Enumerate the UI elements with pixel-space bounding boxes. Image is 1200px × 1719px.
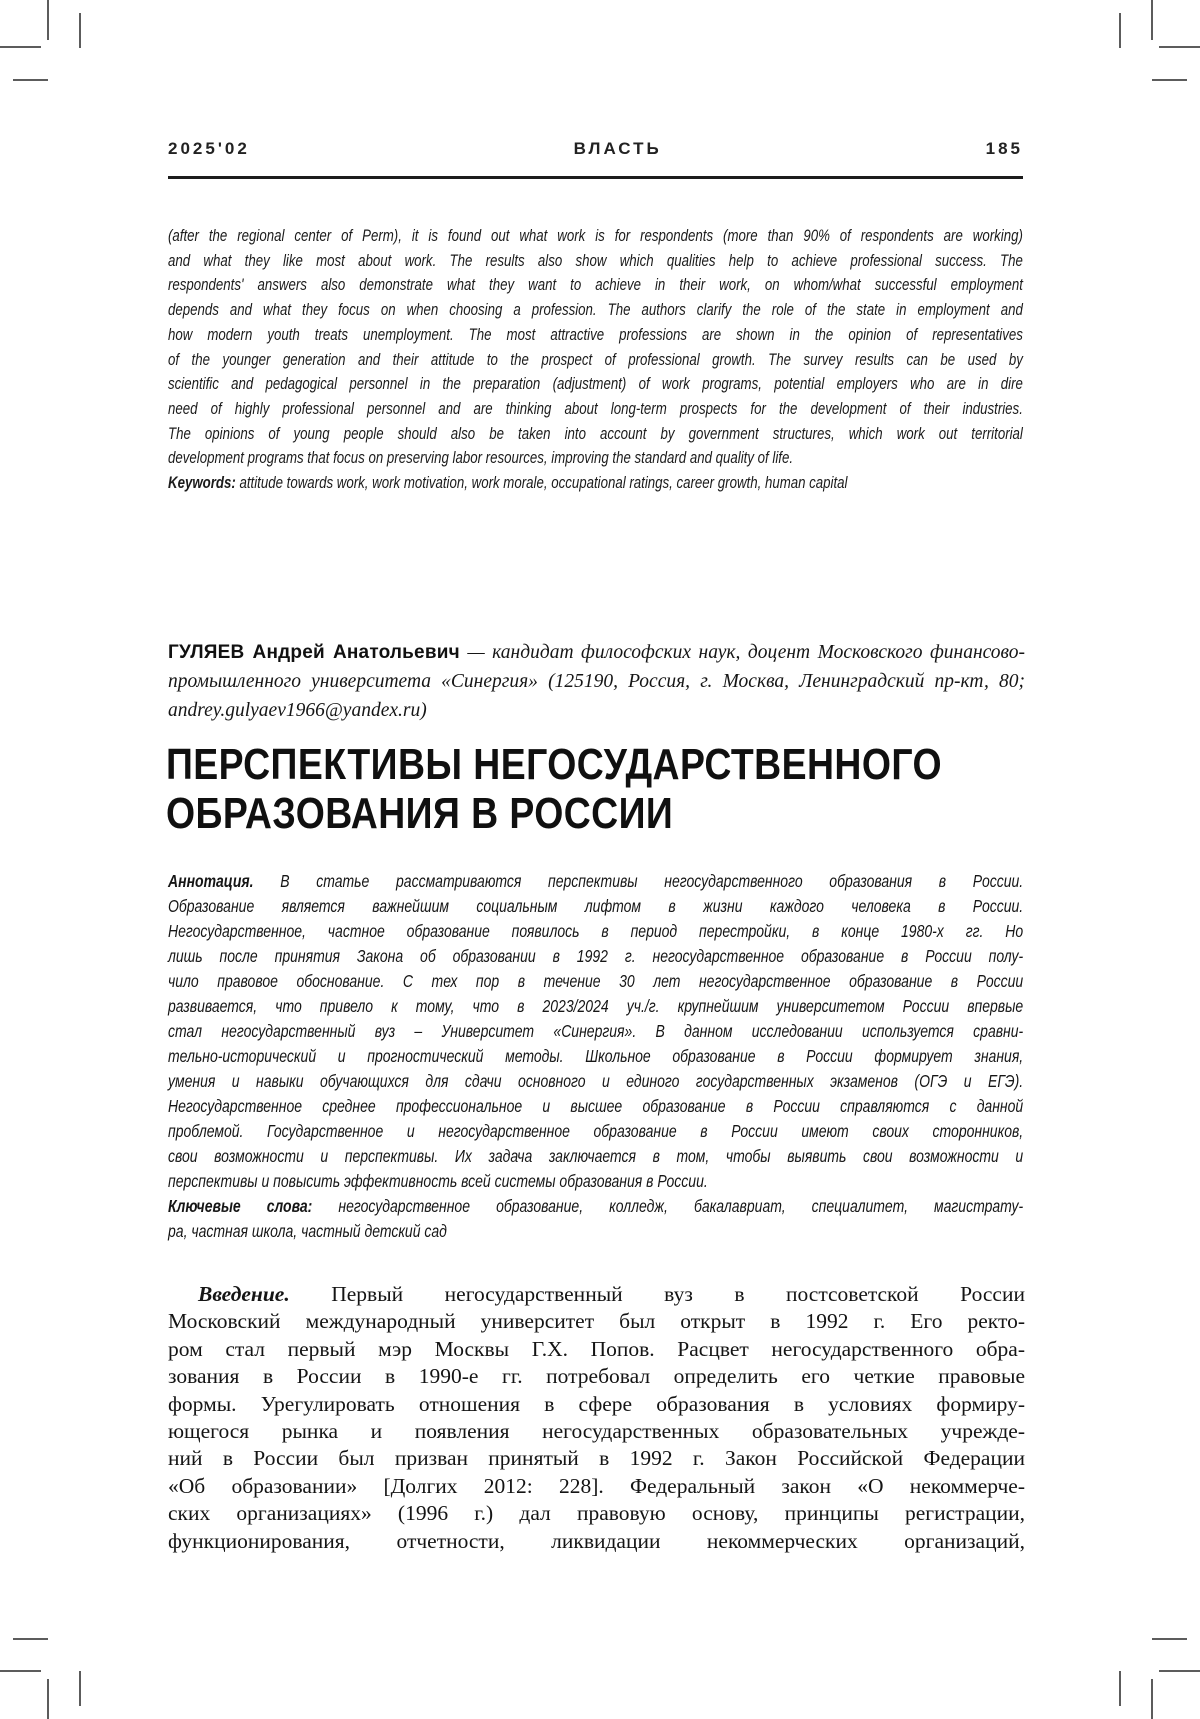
annotation-label: Аннотация. — [168, 871, 254, 891]
keywords-ru-last-line: ра, частная школа, частный детский сад — [168, 1221, 447, 1241]
text-line: (after the regional center of Perm), it is found out what work is for respondents (more than 90% of respondents are working) — [168, 226, 1023, 245]
crop-mark — [0, 1670, 41, 1672]
page-number: 185 — [985, 139, 1023, 158]
keywords-label: Keywords: — [168, 473, 236, 493]
author-credentials: — кандидат философских наук, доцент Московского финансово- — [459, 642, 1026, 663]
text-line: ских организациях» (1996 г.) дал правовую основу, принципы регистрации, — [168, 1501, 1025, 1526]
text-line: «Об образовании» [Долгих 2012: 228]. Федеральный закон «О некоммерче- — [168, 1473, 1025, 1498]
annotation-block — [168, 869, 1023, 1244]
crop-mark — [1119, 1671, 1121, 1706]
keywords-text: attitude towards work, work motivation, work morale, occupational ratings, career growth, human capital — [235, 473, 848, 493]
english-abstract — [168, 224, 1023, 496]
crop-mark — [1151, 1679, 1153, 1719]
text-line: ром стал первый мэр Москвы Г.Х. Попов. Расцвет негосударственного обра- — [168, 1336, 1025, 1361]
text-line: how modern youth treats unemployment. The most attractive professions are shown in the opinion of representatives — [168, 324, 1023, 344]
author-name: ГУЛЯЕВ Андрей Анатольевич — [168, 642, 460, 663]
abstract-text — [168, 224, 1023, 471]
crop-mark — [79, 13, 81, 48]
text-line: зования в России в 1990-е гг. потребовал определить его четкие правовые — [168, 1364, 1025, 1389]
text-line: Негосударственное, частное образование появилось в период перестройки, в конце 1980-х гг. Но — [168, 921, 1024, 941]
text-line: development programs that focus on preserving labor resources, improving the standard and quality of life. — [168, 448, 794, 468]
keywords-ru-line — [168, 1194, 1023, 1219]
text-line: need of highly professional personnel and are thinking about long-term prospects for the development of their industries. — [168, 398, 1023, 418]
crop-mark — [47, 1679, 49, 1719]
crop-mark — [79, 1671, 81, 1706]
crop-mark — [1152, 1638, 1187, 1640]
abstract-keywords-line — [168, 471, 1023, 496]
article-title-line1: ПЕРСПЕКТИВЫ НЕГОСУДАРСТВЕННОГО — [166, 740, 943, 789]
text-line: The opinions of young people should also be taken into account by government structures, which work out territorial — [168, 423, 1023, 443]
text-line: промышленного университета «Синергия» (125190, Россия, г. Москва, Ленинградский пр-кт, 80; — [168, 671, 1025, 692]
crop-mark — [1152, 79, 1187, 81]
text-line: стал негосударственный вуз – Университет «Синергия». В данном исследовании используется сравни- — [168, 1021, 1024, 1041]
text-line: функционирования, отчетности, ликвидации некоммерческих организаций, — [168, 1528, 1025, 1553]
keywords-ru-label: Ключевые слова: — [168, 1196, 313, 1216]
text-line: умения и навыки обучающихся для сдачи основного и единого государственных экзаменов (ОГЭ и ЕГЭ). — [168, 1071, 1024, 1091]
crop-mark — [1159, 1670, 1200, 1672]
text-line: проблемой. Государственное и негосударственное образование в России имеют своих сторонников, — [168, 1121, 1024, 1141]
text-line: Образование является важнейшим социальным лифтом в жизни каждого человека в России. — [168, 896, 1024, 916]
author-affiliation — [168, 667, 1025, 725]
text-line: свои возможности и перспективы. Их задача заключается в том, чтобы выявить свои возможности и — [168, 1146, 1024, 1166]
crop-mark — [13, 79, 48, 81]
author-first-line — [168, 638, 1025, 667]
text-line: depends and what they focus on when choosing a profession. The authors clarify the role of the state in employment and — [168, 300, 1023, 320]
introduction-label: Введение. — [198, 1282, 290, 1306]
introduction-first-text: Первый негосударственный вуз в постсоветской России — [289, 1282, 1025, 1306]
text-line: Негосударственное среднее профессиональное и высшее образование в России справляются с данной — [168, 1096, 1024, 1116]
introduction-first-line — [168, 1281, 1025, 1308]
keywords-ru-text: негосударственное образование, колледж, бакалавриат, специалитет, магистрату- — [312, 1196, 1024, 1216]
journal-title: ВЛАСТЬ — [573, 139, 662, 158]
page-header — [168, 139, 1023, 159]
text-line: тельно-исторический и прогностический методы. Школьное образование в России формирует знания, — [168, 1046, 1024, 1066]
text-line: чило правовое обоснование. С тех пор в течение 30 лет негосударственное образование в России — [168, 971, 1024, 991]
annotation-text — [168, 894, 1023, 1194]
article-title — [166, 740, 1021, 838]
text-line: развивается, что привело к тому, что в 2023/2024 уч./г. крупнейшим университетом России впервые — [168, 996, 1024, 1016]
text-line: and what they like most about work. The results also show which qualities help to achieve professional success. The — [168, 250, 1023, 270]
introduction-text — [168, 1308, 1025, 1555]
crop-mark — [1151, 0, 1153, 40]
crop-mark — [13, 1638, 48, 1640]
crop-mark — [1159, 46, 1200, 48]
text-line: of the younger generation and their attitude to the prospect of professional growth. The survey results can be used by — [168, 349, 1023, 369]
text-line: лишь после принятия Закона об образовании в 1992 г. негосударственное образование в России полу- — [168, 946, 1024, 966]
crop-mark — [1119, 13, 1121, 48]
text-line: перспективы и повысить эффективность всей системы образования в России. — [168, 1171, 708, 1191]
header-rule — [168, 176, 1023, 179]
annotation-first-line — [168, 869, 1023, 894]
crop-mark — [0, 46, 41, 48]
crop-mark — [47, 0, 49, 40]
text-line: ний в России был призван принятый в 1992 г. Закон Российской Федерации — [168, 1446, 1025, 1471]
author-block — [168, 638, 1025, 725]
annotation-first-text: В статье рассматриваются перспективы негосударственного образования в России. — [253, 871, 1024, 891]
introduction-paragraph — [168, 1281, 1025, 1555]
journal-issue: 2025'02 — [168, 139, 250, 158]
text-line: scientific and pedagogical personnel in the preparation (adjustment) of work programs, potential employers who are in dire — [168, 374, 1023, 394]
text-line: Московский международный университет был открыт в 1992 г. Его ректо- — [168, 1309, 1025, 1334]
text-line: ющегося рынка и появления негосударственных образовательных учрежде- — [168, 1419, 1025, 1444]
text-line: формы. Урегулировать отношения в сфере образования в условиях формиру- — [168, 1391, 1025, 1416]
article-title-line2: ОБРАЗОВАНИЯ В РОССИИ — [166, 789, 674, 838]
text-line: andrey.gulyaev1966@yandex.ru) — [168, 700, 427, 721]
text-line: respondents' answers also demonstrate what they want to achieve in their work, on whom/what successful employment — [168, 275, 1023, 295]
